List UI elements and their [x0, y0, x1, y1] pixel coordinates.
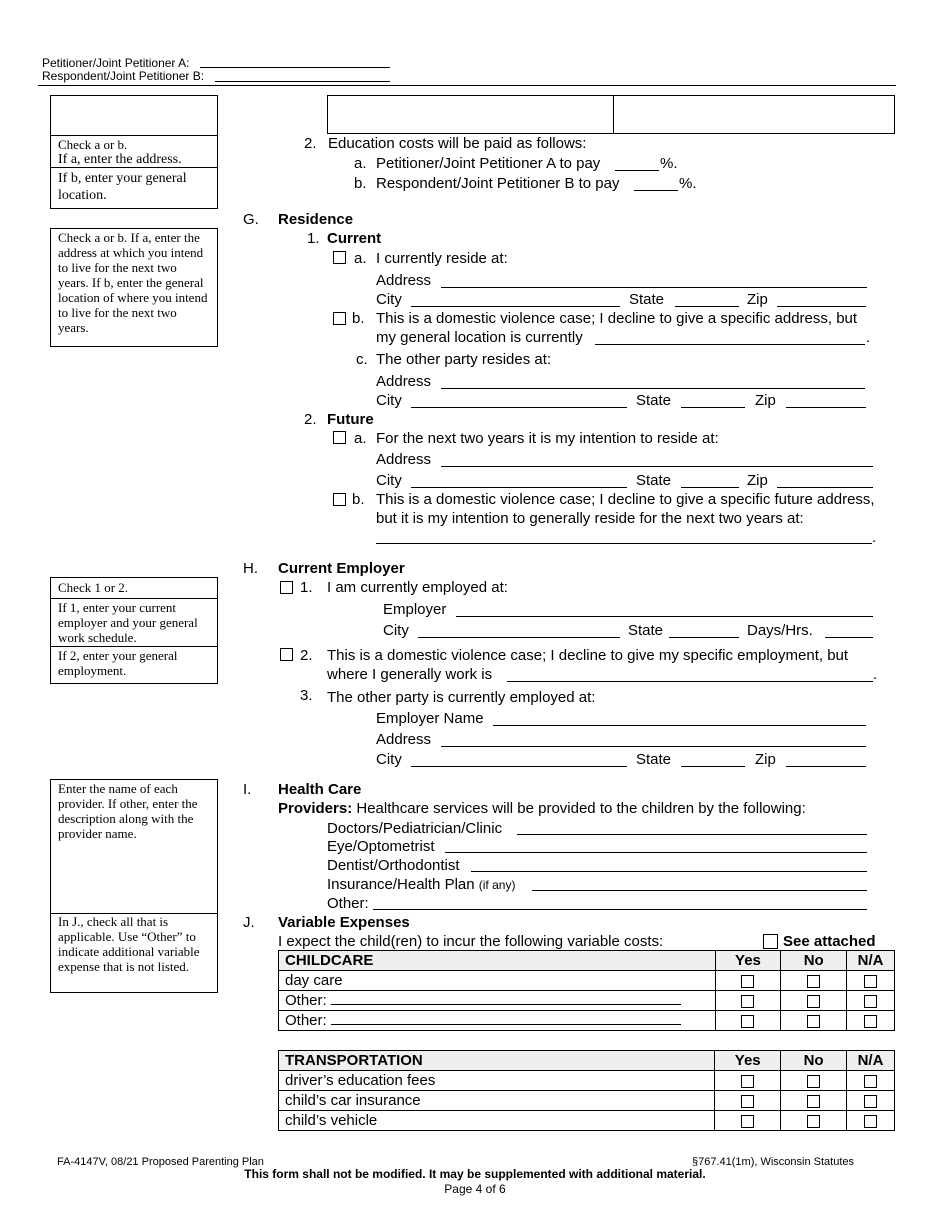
row-label: Other: — [285, 992, 327, 1009]
future-state-field[interactable] — [681, 487, 739, 488]
education-a-label: a. — [354, 155, 367, 172]
residence-future-title: Future — [327, 411, 374, 428]
zip-label: Zip — [747, 472, 768, 489]
yes-checkbox[interactable] — [741, 1115, 754, 1128]
other-party-employer-city-field[interactable] — [411, 766, 627, 767]
percent-label: %. — [679, 175, 697, 192]
employer-name-label: Employer Name — [376, 710, 484, 727]
row-label: child’s vehicle — [279, 1111, 715, 1131]
state-label: State — [636, 472, 672, 489]
no-checkbox[interactable] — [807, 1115, 820, 1128]
state-label: State — [636, 392, 672, 409]
sidebar-text: Check 1 or 2. — [58, 580, 129, 595]
respondent-name-field[interactable] — [215, 81, 390, 82]
option-text: This is a domestic violence case; I decline to give my specific employment, but — [327, 647, 849, 664]
employer-field[interactable] — [456, 616, 873, 617]
zip-label: Zip — [755, 392, 776, 409]
variable-intro: I expect the child(ren) to incur the following variable costs: — [278, 933, 664, 950]
if-any-text: (if any) — [478, 878, 516, 892]
row-label: day care — [279, 971, 716, 991]
address-label: Address — [376, 731, 432, 748]
sidebar-box-variable — [50, 913, 218, 993]
employer-label: Employer — [383, 601, 447, 618]
future-zip-field[interactable] — [777, 487, 873, 488]
other-expense-field[interactable] — [331, 1012, 681, 1025]
page-number: Page 4 of 6 — [444, 1182, 506, 1196]
yes-checkbox[interactable] — [741, 995, 754, 1008]
option-num: 3. — [300, 687, 313, 704]
state-label: State — [636, 751, 672, 768]
other-provider-field[interactable] — [373, 909, 867, 910]
providers-bold: Providers: — [278, 800, 353, 817]
row-label: driver’s education fees — [279, 1071, 715, 1091]
option-text: but it is my intention to generally reside for the next two years at: — [376, 510, 804, 527]
employer-option-1-checkbox[interactable] — [280, 581, 293, 594]
dentist-field[interactable] — [471, 871, 867, 872]
current-general-location-field[interactable] — [595, 344, 865, 345]
respondent-label: Respondent/Joint Petitioner B: — [42, 69, 205, 83]
sidebar-box-residence-current — [50, 95, 218, 209]
na-header: N/A — [847, 1051, 895, 1071]
period: . — [872, 529, 877, 546]
option-label: c. — [356, 351, 368, 368]
table-row — [279, 1091, 895, 1111]
yes-checkbox[interactable] — [741, 975, 754, 988]
footer-notice: This form shall not be modified. It may be supplemented with additional material. — [244, 1167, 706, 1181]
sidebar-box-residence-future — [50, 228, 218, 347]
education-b-text: Respondent/Joint Petitioner B to pay — [376, 175, 620, 192]
residence-future-num: 2. — [304, 411, 317, 428]
yes-checkbox[interactable] — [741, 1075, 754, 1088]
sidebar-text: If a, enter the address. — [58, 152, 182, 167]
city-label: City — [376, 751, 402, 768]
dentist-label: Dentist/Orthodontist — [327, 857, 460, 874]
insurance-field[interactable] — [532, 890, 867, 891]
statute: §767.41(1m), Wisconsin Statutes — [692, 1156, 855, 1168]
na-header: N/A — [847, 951, 895, 971]
na-checkbox[interactable] — [864, 1075, 877, 1088]
option-label: b. — [352, 310, 365, 327]
no-checkbox[interactable] — [807, 1095, 820, 1108]
education-a-text: Petitioner/Joint Petitioner A to pay — [376, 155, 601, 172]
doctors-field[interactable] — [517, 834, 867, 835]
city-label: City — [376, 472, 402, 489]
sidebar-text: Check a or b. — [58, 137, 128, 152]
no-checkbox[interactable] — [807, 975, 820, 988]
sidebar-box-employer — [50, 577, 218, 684]
current-state-field[interactable] — [675, 306, 739, 307]
section-title: Variable Expenses — [278, 914, 410, 931]
future-general-location-field[interactable] — [376, 543, 872, 544]
employer-city-field[interactable] — [418, 637, 620, 638]
no-checkbox[interactable] — [807, 1015, 820, 1028]
table-header-row — [279, 1051, 895, 1071]
no-checkbox[interactable] — [807, 1075, 820, 1088]
option-text: where I generally work is — [327, 666, 493, 683]
option-text: For the next two years it is my intention to reside at: — [376, 430, 719, 447]
other-party-city-field[interactable] — [411, 407, 627, 408]
employer-state-field[interactable] — [669, 637, 739, 638]
option-text: This is a domestic violence case; I decline to give a specific address, but — [376, 310, 858, 327]
other-party-employer-zip-field[interactable] — [786, 766, 866, 767]
providers-intro — [278, 800, 806, 818]
section-title: Current Employer — [278, 560, 405, 577]
option-text: The other party resides at: — [376, 351, 552, 368]
section-letter: I. — [243, 781, 252, 798]
future-city-field[interactable] — [411, 487, 627, 488]
option-num: 1. — [300, 579, 313, 596]
yes-header: Yes — [715, 1051, 781, 1071]
top-table-divider — [613, 96, 614, 133]
residence-current-b-checkbox[interactable] — [333, 312, 346, 325]
see-attached-checkbox[interactable] — [763, 934, 778, 949]
eye-field[interactable] — [445, 852, 867, 853]
option-text: I currently reside at: — [376, 250, 508, 267]
na-checkbox[interactable] — [864, 975, 877, 988]
current-zip-field[interactable] — [777, 306, 866, 307]
residence-future-a-checkbox[interactable] — [333, 431, 346, 444]
address-label: Address — [376, 272, 432, 289]
employer-option-2-checkbox[interactable] — [280, 648, 293, 661]
section-letter: G. — [243, 211, 259, 228]
table-row — [279, 991, 895, 1011]
no-header: No — [781, 951, 847, 971]
providers-text: Healthcare services will be provided to the children by the following: — [356, 800, 806, 817]
yes-header: Yes — [715, 951, 781, 971]
state-label: State — [629, 291, 665, 308]
na-checkbox[interactable] — [864, 1115, 877, 1128]
address-label: Address — [376, 451, 432, 468]
row-label: child’s car insurance — [279, 1091, 715, 1111]
doctors-label: Doctors/Pediatrician/Clinic — [327, 820, 503, 837]
insurance-label — [327, 876, 515, 894]
yes-checkbox[interactable] — [741, 1015, 754, 1028]
education-num: 2. — [304, 135, 317, 152]
option-text: The other party is currently employed at: — [327, 689, 596, 706]
na-checkbox[interactable] — [864, 995, 877, 1008]
residence-current-a-checkbox[interactable] — [333, 251, 346, 264]
education-a-percent-field[interactable] — [615, 170, 659, 171]
other-expense-field[interactable] — [331, 992, 681, 1005]
table-row — [279, 971, 895, 991]
yes-checkbox[interactable] — [741, 1095, 754, 1108]
sidebar-text: In J., check all that is applicable. Use “Other” to indicate additional variable expense that is not listed. — [58, 914, 200, 974]
row-label: Other: — [285, 1012, 327, 1029]
city-label: City — [376, 291, 402, 308]
childcare-header: CHILDCARE — [279, 951, 716, 971]
option-label: b. — [352, 491, 365, 508]
table-header-row — [279, 951, 895, 971]
top-table-box — [327, 95, 895, 134]
other-party-employer-state-field[interactable] — [681, 766, 745, 767]
residence-current-title: Current — [327, 230, 382, 247]
section-title: Health Care — [278, 781, 362, 798]
days-hours-label: Days/Hrs. — [747, 622, 813, 639]
education-b-label: b. — [354, 175, 367, 192]
form-id: FA-4147V, 08/21 Proposed Parenting Plan — [57, 1156, 264, 1168]
address-label: Address — [376, 373, 432, 390]
no-header: No — [781, 1051, 847, 1071]
sidebar-box-health — [50, 779, 218, 914]
general-employment-field[interactable] — [507, 681, 873, 682]
option-text: my general location is currently — [376, 329, 583, 346]
future-address-field[interactable] — [441, 466, 873, 467]
percent-label: %. — [660, 155, 678, 172]
insurance-text: Insurance/Health Plan — [327, 876, 475, 893]
sidebar-text: If 2, enter your general employment. — [51, 646, 217, 680]
header-rule — [38, 85, 896, 86]
transportation-header: TRANSPORTATION — [279, 1051, 715, 1071]
residence-current-num: 1. — [307, 230, 320, 247]
petitioner-name-field[interactable] — [200, 67, 390, 68]
na-checkbox[interactable] — [864, 1095, 877, 1108]
na-checkbox[interactable] — [864, 1015, 877, 1028]
residence-future-b-checkbox[interactable] — [333, 493, 346, 506]
period: . — [873, 666, 878, 683]
option-label: a. — [354, 250, 367, 267]
sidebar-text: If 1, enter your current employer and your general work schedule. — [51, 598, 217, 646]
zip-label: Zip — [747, 291, 768, 308]
eye-label: Eye/Optometrist — [327, 838, 435, 855]
other-party-state-field[interactable] — [681, 407, 745, 408]
childcare-table — [278, 950, 895, 1031]
table-row — [279, 1071, 895, 1091]
sidebar-text: If b, enter your general location. — [51, 167, 217, 206]
other-party-zip-field[interactable] — [786, 407, 866, 408]
other-party-address-field[interactable] — [441, 388, 865, 389]
option-num: 2. — [300, 647, 313, 664]
sidebar-text: Check a or b. If a, enter the address at which you intend to live for the next two years. If b, enter the general location of where you intend to live for the next two years. — [58, 230, 208, 335]
education-b-percent-field[interactable] — [634, 190, 678, 191]
sidebar-text: Enter the name of each provider. If other, enter the description along with the provider name. — [58, 781, 198, 841]
section-letter: H. — [243, 560, 258, 577]
petitioner-label: Petitioner/Joint Petitioner A: — [42, 56, 190, 70]
city-label: City — [383, 622, 409, 639]
option-label: a. — [354, 430, 367, 447]
period: . — [866, 329, 871, 346]
option-text: This is a domestic violence case; I decline to give a specific future address, — [376, 491, 875, 508]
table-row — [279, 1011, 895, 1031]
current-address-field[interactable] — [441, 287, 867, 288]
current-city-field[interactable] — [411, 306, 620, 307]
see-attached-label: See attached — [783, 933, 876, 950]
zip-label: Zip — [755, 751, 776, 768]
option-text: I am currently employed at: — [327, 579, 508, 596]
other-party-employer-address-field[interactable] — [441, 746, 866, 747]
transportation-table — [278, 1050, 895, 1131]
section-letter: J. — [243, 914, 255, 931]
city-label: City — [376, 392, 402, 409]
other-label: Other: — [327, 895, 369, 912]
table-row — [279, 1111, 895, 1131]
no-checkbox[interactable] — [807, 995, 820, 1008]
state-label: State — [628, 622, 664, 639]
education-title: Education costs will be paid as follows: — [328, 135, 587, 152]
section-title: Residence — [278, 211, 354, 228]
employer-days-hours-field[interactable] — [825, 637, 873, 638]
other-party-employer-name-field[interactable] — [493, 725, 866, 726]
